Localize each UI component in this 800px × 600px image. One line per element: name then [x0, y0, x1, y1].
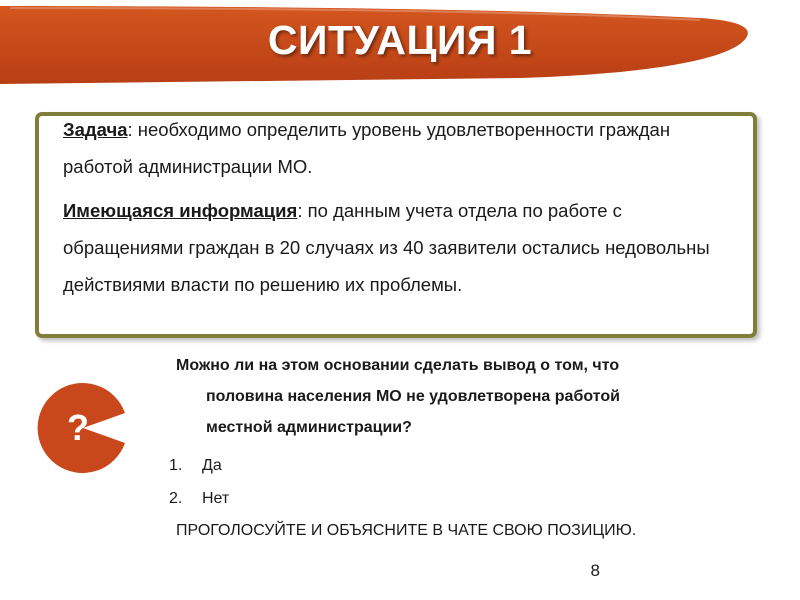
option-2[interactable] [169, 490, 229, 508]
info-paragraph [63, 192, 743, 303]
option-1[interactable] [169, 457, 222, 475]
option-label: Да [202, 457, 222, 474]
page-number: 8 [590, 561, 600, 580]
info-label: Имеющаяся информация [63, 200, 298, 221]
info-text: : по данным учета отдела по работе с обращениями граждан в 20 случаях из 40 заявители остались недовольны действиями власти по решению их проблемы. [63, 200, 710, 295]
task-label: Задача [63, 119, 128, 140]
task-paragraph [63, 111, 743, 185]
question-line-2: половина населения МО не удовлетворена работой [206, 388, 620, 405]
option-number: 2. [169, 490, 183, 507]
question-text [176, 350, 756, 443]
question-mark-symbol: ? [67, 407, 89, 448]
option-number: 1. [169, 457, 183, 474]
task-text: : необходимо определить уровень удовлетворенности граждан работой администрации МО. [63, 119, 671, 177]
slide-title: СИТУАЦИЯ 1 [267, 17, 533, 63]
option-label: Нет [202, 490, 230, 507]
vote-instruction: ПРОГОЛОСУЙТЕ И ОБЪЯСНИТЕ В ЧАТЕ СВОЮ ПОЗИЦИЮ. [176, 522, 637, 539]
question-line-1: Можно ли на этом основании сделать вывод о том, что [176, 357, 620, 374]
question-line-3: местной администрации? [206, 419, 412, 436]
